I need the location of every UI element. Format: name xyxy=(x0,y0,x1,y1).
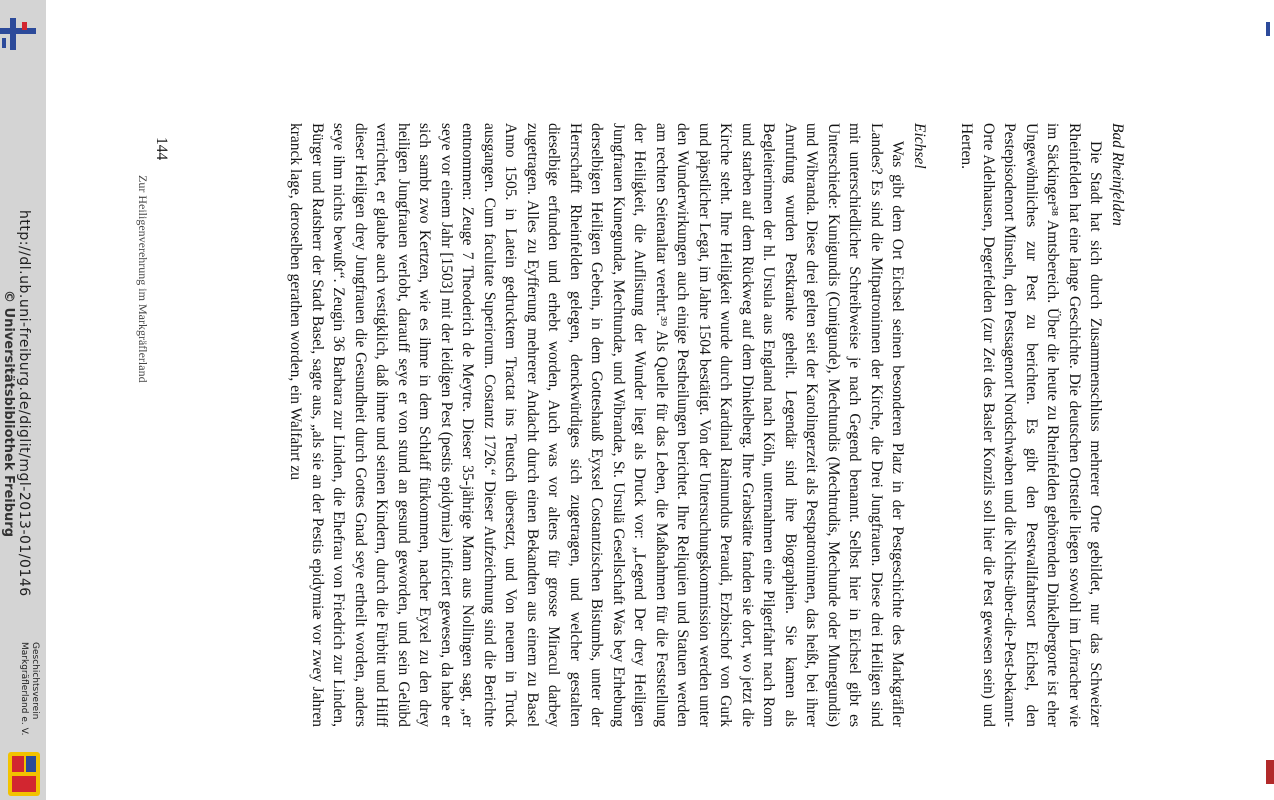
scanned-page xyxy=(136,0,1140,727)
section-heading: Bad Rheinfelden xyxy=(1109,123,1126,226)
document-url-link[interactable]: http://dl.ub.uni-freiburg.de/diglit/mgl-2013-01/0146 xyxy=(16,210,32,597)
body-paragraph: Was gibt dem Ort Eichsel seinen besonderen Platz in der Pestgeschichte des Markgräfler Landes? Es sind die Mitpatroninnen der Kirche, die Drei Jungfrauen. Diese drei Heiligen sind mit unterschiedlicher Schreibweise je nach Gegend benannt. Selbst hier in Eichsel gibt es Unterschiede: Kunigundis (Cunigunde), Mechtundis (Mechtrudis, Mechunde oder Munegundis) und Wibranda. Diese drei gelten seit der Karolingerzeit als Pestpatroninnen, das heißt, bei ihrer Anrufung wurden Pestkranke geheilt. Legendär sind ihre Biographien. Sie kamen als Begleiterinnen der hl. Ursula aus England nach Köln, unternahmen eine Pilgerfahrt nach Rom und starben auf dem Rückweg auf dem Dinkelberg. Ihre Grabstätte fanden sie dort, wo jetzt die Kirche steht. Ihre Heiligkeit wurde durch Kardinal Raimundus Peraudi, Erzbischof von Gurk und päpstlicher Legat, im Jahre 1504 bestätigt. Von der Untersuchungskommission werden unter den Wunderwirkungen auch einige Pestheilungen berichtet. Ihre Reliquien und Statuen werden am rechten Seitenaltar verehrt.³⁹ Als Quelle für das Leben, die Maßnahmen für die Feststellung der Heiligkeit, die Auflistung der Wunder liegt als Druck vor: „Legend Der drey Heiligen Jungfrauen Kunegundæ, Mechtundæ, und Wibrandæ, St. Ursulä Gesellschaft Was bey Erhebung derselbigen Heiligen Gebein, in dem Gotteshauß Eyxsel Costantzischen Bistumbs, unter der Herrschafft Rheinfelden gelegen, denckwürdiges sich zugetragen, und welcher gestalten dieselbige erfunden und erhebt worden, Auch was vor alters für grosse Miracul darbey zugetragen. Alles zu Eyfferung mehrerer Andacht durch einen Bekandten aus einem zu Basel Anno 1505. in Latein gedrucktem Tractat ins Teutsch übersetzt, und Von neuem in Truck ausgangen. Cum facultate Superiorum. Costantz 1726.“ Dieser Aufzeichnung sind die Berichte entnommen: Zeuge 7 Theoderich de Meytre. Dieser 35-jährige Mann aus Nollingen sagt, „er seye vor einem Jahr [1503] mit der leidigen Pest (pestis epidymiæ) inficiert gewesen, da habe er sich sambt zwo Kertzen, wie es ihme in dem Schlaff fürkommen, nacher Eyxel zu den drey heiligen Jungfrauen verlobt, darauff seye er von stund an gesund geworden, und sein Gelübd verrichtet, er glaube auch vestigklich, daß ihme und seinen Kindern, durch die Fürbitt und Hilff dieser Heiligen drey Jungfrauen die Gesundheit durch Gottes Gnad seye ertheilt worden, anders seye ihm nichts bewußt“. Zeugin 36 Barbara zur Linden, die Ehefrau von Friedrich zur Linden, Bürger und Ratsherr der Stadt Basel, sagte aus, „als sie an der Pestis epidymiæ vor zwey Jahren kranck lage, deroselben gerathen worden, ein Walfahrt zu xyxy=(287,123,907,727)
next-page-edge xyxy=(1262,0,1274,800)
page-viewport xyxy=(136,0,1140,800)
section-spacer xyxy=(930,123,956,727)
viewer-sidebar xyxy=(0,0,46,800)
running-header: Zur Heiligenverehrung im Markgräflerland xyxy=(136,175,150,383)
copyright-notice: © Universitätsbibliothek Freiburg xyxy=(1,290,16,538)
page-number: 144 xyxy=(153,137,170,161)
page-edge-mark-icon xyxy=(1264,760,1274,784)
page-body xyxy=(285,123,1128,727)
sidebar-rotated-text xyxy=(0,0,46,800)
society-name: Geschichtsverein Markgräflerland e. V. xyxy=(19,642,40,736)
page-edge-mark-icon xyxy=(1264,22,1272,36)
section-heading: Eichsel xyxy=(911,123,928,169)
body-paragraph: Die Stadt hat sich durch Zusammenschluss mehrerer Orte gebildet, nur das Schweizer Rheinfelden hat eine lange Geschichte. Die deutschen Ortsteile liegen sowohl im Lörracher wie im Säckinger³⁸ Amtsbereich. Über die heute zu Rheinfelden gehörenden Dinkelbergorte ist eher Ungewöhnliches zur Pest zu berichten. Es gibt den Pestwallfahrtsort Eichsel, den Pestepisodenort Minseln, den Pestsagenort Nordschwaben und die Nichts-über-die-Pest-bekannt-Orte Adelhausen, Degerfelden (zur Zeit des Basler Konzils soll hier die Pest gewesen sein) und Herten. xyxy=(958,123,1105,727)
society-coat-of-arms-icon xyxy=(4,750,42,798)
